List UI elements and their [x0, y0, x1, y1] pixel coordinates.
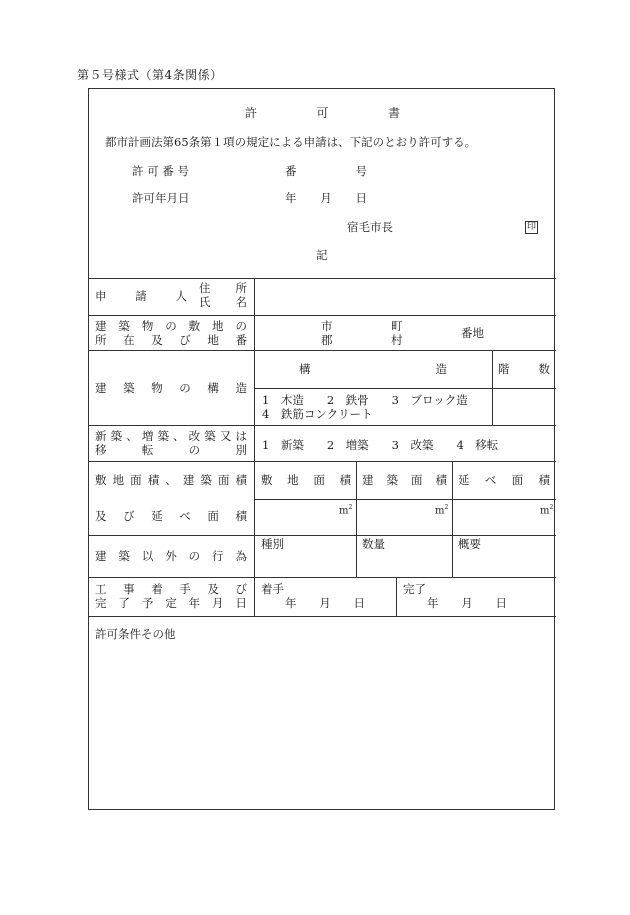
cell-divider	[396, 577, 397, 616]
start-label: 着手	[261, 582, 284, 596]
other-acts-quantity: 数量	[362, 537, 385, 551]
finish-label: 完了	[403, 582, 426, 596]
applicant-label: 申 請 人	[95, 289, 187, 303]
seal-mark: 印	[526, 222, 536, 232]
permit-number-label: 許 可 番 号	[132, 164, 189, 178]
row-divider	[89, 461, 556, 462]
form-number: 第５号様式（第4条関係）	[77, 68, 223, 82]
site-lot-number: 番地	[461, 326, 484, 340]
cell-divider	[356, 461, 357, 577]
document-title: 許 可 書	[245, 106, 400, 120]
row-divider	[89, 616, 556, 617]
finish-date: 年 月 日	[427, 596, 507, 610]
permit-date-field: 年 月 日	[285, 191, 367, 205]
site-label-line1: 建 築 物 の 敷 地 の	[95, 319, 247, 333]
cell-divider	[254, 499, 556, 500]
ki-heading: 記	[316, 248, 328, 262]
site-city: 市	[321, 319, 333, 333]
structure-options-line1: 1 木造 2 鉄骨 3 ブロック造	[262, 393, 468, 407]
conditions-label: 許可条件その他	[95, 627, 176, 641]
applicant-address-label: 住 所	[199, 281, 247, 295]
label-column-divider	[254, 278, 255, 616]
row-divider	[89, 278, 556, 279]
other-acts-kind: 種別	[261, 537, 284, 551]
other-acts-summary: 概要	[458, 537, 481, 551]
schedule-label-line1: 工 事 着 手 及 び	[95, 582, 247, 596]
other-acts-label: 建 築 以 外 の 行 為	[95, 549, 247, 563]
cell-divider	[254, 388, 556, 389]
cell-divider	[492, 350, 493, 425]
structure-heading: 構 造	[299, 362, 447, 376]
floor-area-heading: 延 べ 面 積	[458, 473, 550, 487]
applicant-name-label: 氏 名	[199, 295, 247, 309]
construction-type-label-line1: 新 築 、 増 築 、 改 築 又 は	[95, 429, 247, 443]
site-area-unit: $m^2$	[339, 504, 353, 517]
floors-heading: 階 数	[498, 362, 550, 376]
structure-options-line2: 4 鉄筋コンクリート	[262, 407, 373, 421]
permit-date-label: 許可年月日	[132, 191, 190, 205]
construction-type-options: 1 新築 2 増築 3 改築 4 移転	[262, 438, 499, 452]
cell-divider	[452, 461, 453, 577]
row-divider	[89, 535, 556, 536]
issuer-name: 宿毛市長	[347, 220, 393, 234]
site-label-line2: 所 在 及 び 地 番	[95, 333, 247, 347]
building-area-heading: 建 築 面 積	[362, 473, 447, 487]
permit-number-field: 番 号	[285, 164, 367, 178]
schedule-label-line2: 完 了 予 定 年 月 日	[95, 596, 247, 610]
site-village: 村	[391, 333, 403, 347]
site-town: 町	[391, 319, 403, 333]
permit-form	[88, 88, 555, 810]
row-divider	[89, 577, 556, 578]
site-district: 郡	[321, 333, 333, 347]
row-divider	[89, 315, 556, 316]
areas-label-line1: 敷 地 面 積 、 建 築 面 積	[95, 473, 247, 487]
construction-type-label-line2: 移 転 の 別	[95, 443, 247, 457]
building-area-unit: $m^2$	[435, 504, 449, 517]
start-date: 年 月 日	[285, 596, 365, 610]
structure-label: 建 築 物 の 構 造	[95, 381, 247, 395]
floor-area-unit: $m^2$	[540, 504, 554, 517]
site-area-heading: 敷 地 面 積	[261, 473, 351, 487]
row-divider	[89, 350, 556, 351]
areas-label-line2: 及 び 延 べ 面 積	[95, 509, 247, 523]
row-divider	[89, 425, 556, 426]
permit-statement: 都市計画法第65条第１項の規定による申請は、下記のとおり許可する。	[105, 135, 477, 149]
